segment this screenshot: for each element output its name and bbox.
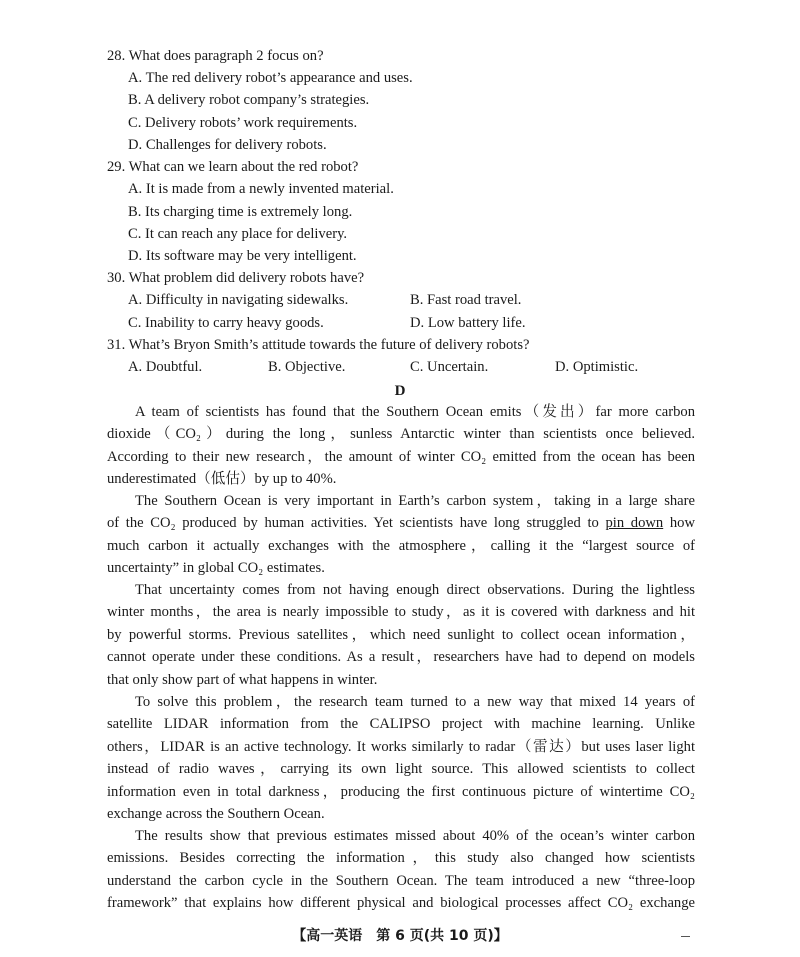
question-29-stem: 29. What can we learn about the red robot? bbox=[107, 159, 359, 175]
paragraph-2-line-1: The Southern Ocean is very important in Earth’s carbon system，taking in a large share bbox=[135, 493, 695, 509]
question-29-option-a: A. It is made from a newly invented material. bbox=[128, 181, 394, 197]
paragraph-3-line-1: That uncertainty comes from not having enough direct observations. During the lightless bbox=[135, 582, 695, 598]
question-28-option-c: C. Delivery robots’ work requirements. bbox=[128, 115, 358, 131]
paragraph-5-line-3: understand the carbon cycle in the Southern Ocean. The team introduced a new “three-loop bbox=[107, 872, 695, 889]
passage-paragraph-4 bbox=[107, 691, 695, 825]
paragraph-3-line-4: cannot operate under these conditions. As a result，researchers have had to depend on models bbox=[107, 649, 695, 666]
paragraph-5-line-1: The results show that previous estimates missed about 40% of the ocean’s winter carbon bbox=[135, 828, 695, 844]
passage-paragraph-3 bbox=[107, 579, 695, 691]
question-28-option-b: B. A delivery robot company’s strategies. bbox=[128, 92, 370, 108]
corner-mark bbox=[681, 936, 690, 937]
paragraph-4-line-5: information even in total darkness，producing the first continuous picture of wintertime CO₂ bbox=[107, 783, 695, 800]
question-31-option-b: B. Objective. bbox=[268, 359, 346, 375]
paragraph-1-line-2: dioxide（CO₂）during the long，sunless Antarctic winter than scientists once believed. bbox=[107, 426, 695, 443]
question-29-option-d: D. Its software may be very intelligent. bbox=[128, 248, 357, 264]
paragraph-5-line-4: framework” that explains how different physical and biological processes affect CO₂ exchange bbox=[107, 895, 695, 912]
question-30-option-d: D. Low battery life. bbox=[410, 315, 526, 331]
question-31-stem: 31. What’s Bryon Smith’s attitude towards the future of delivery robots? bbox=[107, 337, 530, 353]
paragraph-4-line-4: instead of radio waves，carrying its own light source. This allowed scientists to collect bbox=[107, 761, 695, 778]
question-31-option-d: D. Optimistic. bbox=[555, 359, 639, 375]
question-30-stem: 30. What problem did delivery robots have? bbox=[107, 270, 365, 286]
paragraph-1-line-4: underestimated（低估）by up to 40%. bbox=[107, 471, 337, 488]
question-29-option-c: C. It can reach any place for delivery. bbox=[128, 226, 348, 242]
paragraph-5-line-2: emissions. Besides correcting the information，this study also changed how scientists bbox=[107, 850, 695, 867]
question-29-option-b: B. Its charging time is extremely long. bbox=[128, 204, 353, 220]
passage-paragraph-5 bbox=[107, 825, 695, 915]
passage-paragraph-2 bbox=[107, 490, 695, 580]
paragraph-4-line-2: satellite LIDAR information from the CALIPSO project with machine learning. Unlike bbox=[107, 716, 695, 733]
paragraph-3-line-3: by powerful storms. Previous satellites，which need sunlight to collect ocean information， bbox=[107, 626, 695, 643]
passage-paragraph-1 bbox=[107, 401, 695, 491]
question-31-option-c: C. Uncertain. bbox=[410, 359, 489, 375]
paragraph-1-line-1: A team of scientists has found that the Southern Ocean emits（发出）far more carbon bbox=[135, 404, 695, 420]
question-28-stem: 28. What does paragraph 2 focus on? bbox=[107, 48, 324, 64]
paragraph-2-line-4: uncertainty” in global CO₂ estimates. bbox=[107, 560, 325, 577]
paragraph-3-line-2: winter months，the area is nearly impossible to study，as it is covered with darkness and hit bbox=[107, 604, 695, 621]
paragraph-4-line-6: exchange across the Southern Ocean. bbox=[107, 806, 325, 823]
paragraph-4-line-1: To solve this problem，the research team turned to a new way that mixed 14 years of bbox=[135, 694, 695, 710]
paragraph-4-line-3: others，LIDAR is an active technology. It works similarly to radar（雷达）but uses laser light bbox=[107, 738, 695, 755]
underlined-phrase-pin-down: pin down bbox=[605, 515, 664, 532]
question-28-option-a: A. The red delivery robot’s appearance and uses. bbox=[128, 70, 413, 86]
page-footer: 【高一英语 第 6 页(共 10 页)】 bbox=[292, 928, 508, 944]
question-28-option-d: D. Challenges for delivery robots. bbox=[128, 137, 327, 153]
paragraph-1-line-3: According to their new research，the amount of winter CO₂ emitted from the ocean has been bbox=[107, 448, 695, 465]
question-30-option-b: B. Fast road travel. bbox=[410, 292, 522, 308]
question-31-option-a: A. Doubtful. bbox=[128, 359, 203, 375]
paragraph-3-line-5: that only show part of what happens in winter. bbox=[107, 671, 378, 688]
question-30-option-a: A. Difficulty in navigating sidewalks. bbox=[128, 292, 349, 308]
paragraph-2-line-2-end: how bbox=[663, 515, 695, 532]
section-heading-d: D bbox=[394, 383, 406, 399]
paragraph-2-line-2 bbox=[107, 512, 695, 534]
paragraph-2-line-2-start: of the CO₂ produced by human activities. Yet scientists have long struggled to bbox=[107, 515, 606, 532]
paragraph-2-line-3: much carbon it actually exchanges with the atmosphere，calling it the “largest source of bbox=[107, 537, 695, 554]
question-30-option-c: C. Inability to carry heavy goods. bbox=[128, 315, 324, 331]
